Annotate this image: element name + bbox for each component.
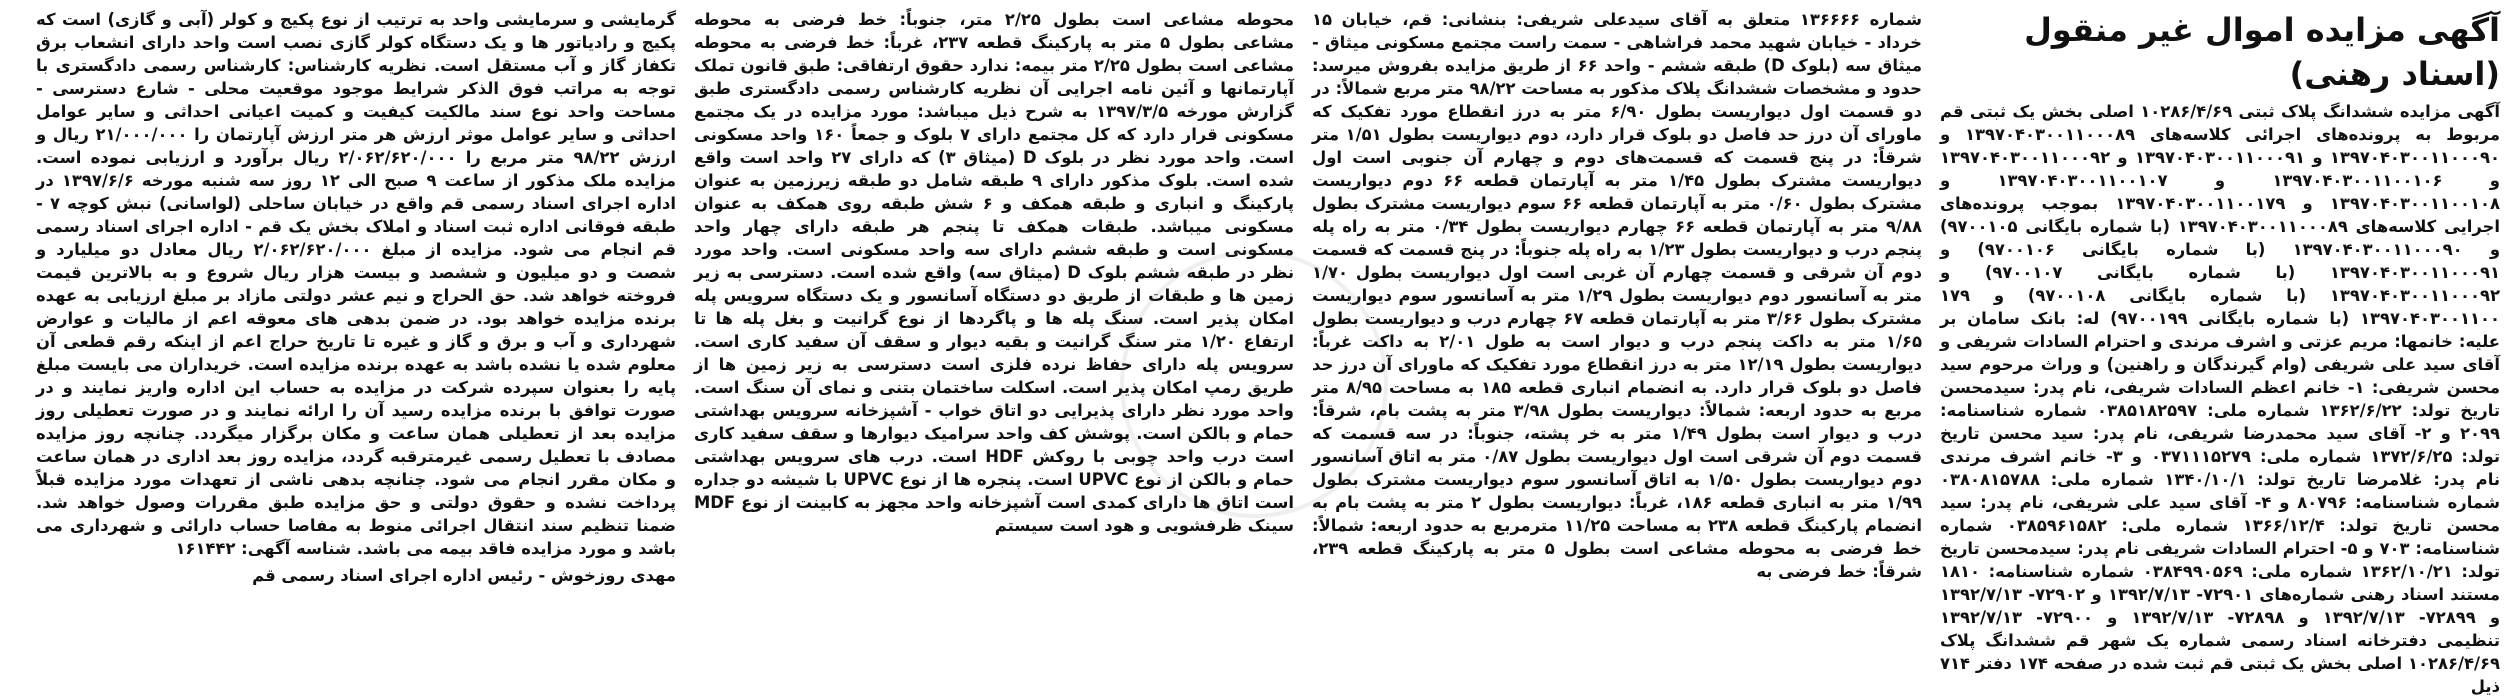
notice-title: آگهی مزایده اموال غیر منقول (اسناد رهنی)	[2024, 11, 2500, 93]
notice-column-2	[1312, 8, 1922, 680]
notice-column-3	[694, 8, 1294, 680]
notice-column-1	[1940, 8, 2501, 696]
notice-text-2: شماره ۱۳۶۶۶۶ متعلق به آقای سیدعلی شریفی: بنشانی: قم، خیابان ۱۵ خرداد - خیابان شهید محمد فراشاهی - سمت راست مجتمع مسکونی میثاق - میثاق سه (بلوک D) طبقه ششم - واحد ۶۶ از طریق مزایده بفروش میرسد: حدود و مشخصات ششدانگ پلاک مذکور به مساحت ۹۸/۲۲ متر مربع شمالاً: در دو قسمت اول دیواریست بطول ۶/۹۰ متر به درز انقطاع مورد تفکیک که ماورای آن درز حد فاصل دو بلوک قرار دارد، دوم دیواریست بطول ۱/۵۱ متر شرقاً: در پنج قسمت که قسمت‌های دوم و چهارم آن جنوبی است اول دیواریست مشترک بطول ۱/۴۵ متر به آپارتمان قطعه ۶۶ دوم دیواریست مشترک بطول ۰/۶۰ متر به آپارتمان قطعه ۶۶ سوم دیواریست مشترک بطول ۹/۸۸ متر به آپارتمان قطعه ۶۶ چهارم دیواریست بطول ۰/۳۴ متر به راه پله پنجم درب و دیواریست بطول ۱/۲۳ به راه پله جنوباً: در پنج قسمت که قسمت دوم آن شرقی و قسمت چهارم آن غربی است اول دیواریست بطول ۱/۷۰ متر به آسانسور دوم دیواریست بطول ۱/۲۹ متر به آسانسور سوم دیواریست مشترک بطول ۳/۶۶ متر به آپارتمان قطعه ۶۷ چهارم درب و دیواریست بطول ۱/۶۵ متر به داکت پنجم درب و دیوار است به طول ۲/۰۱ به داکت غرباً: دیواریست بطول ۱۲/۱۹ متر به درز انقطاع مورد تفکیک که ماورای آن درز حد فاصل دو بلوک قرار دارد. به انضمام انباری قطعه ۱۸۵ به مساحت ۸/۹۵ متر مربع به حدود اربعه: شمالاً: دیواریست بطول ۳/۹۸ متر به پشت بام، شرقاً: درب و دیوار است بطول ۱/۴۹ متر به خر پشته، جنوباً: در سه قسمت که قسمت دوم آن شرقی است اول دیواریست بطول ۰/۸۷ متر به اتاق آسانسور دوم دیواریست بطول ۱/۵۰ به اتاق آسانسور سوم دیواریست مشترک بطول ۱/۹۹ متر به انباری قطعه ۱۸۶، غرباً: دیواریست بطول ۲ متر به پشت بام به انضمام پارکینگ قطعه ۲۳۸ به مساحت ۱۱/۲۵ مترمربع به حدود اربعه: شمالاً: خط فرضی به محوطه مشاعی است بطول ۵ متر به پارکینگ قطعه ۲۳۹، شرقاً: خط فرضی به	[1312, 10, 1923, 581]
notice-text-4: گرمایشی و سرمایشی واحد به ترتیب از نوع پکیج و کولر (آبی و گازی) است که پکیج و رادیاتور ها و یک دستگاه کولر گازی نصب است واحد دارای انشعاب برق تکفاز گاز و آب مستقل است. نظریه کارشناس: کارشناس رسمی دادگستری با توجه به مراتب فوق الذکر شرایط موجود موقعیت محلی - شارع دسترسی - مساحت واحد نوع سند مالکیت کیفیت و کمیت اعیانی احداثی و سایر عوامل احداثی و سایر عوامل موثر ارزش هر متر ارزش آپارتمان را ۲۱/۰۰۰/۰۰۰ ریال و ارزش ۹۸/۲۲ متر مربع را ۲/۰۶۲/۶۲۰/۰۰۰ ریال برآورد و ارزیابی نموده است. مزایده ملک مذکور از ساعت ۹ صبح الی ۱۲ روز سه شنبه مورخه ۱۳۹۷/۶/۶ در اداره اجرای اسناد رسمی قم واقع در خیابان ساحلی (لواسانی) نبش کوچه ۷ - طبقه فوقانی اداره ثبت اسناد و املاک بخش یک قم - اداره اجرای اسناد رسمی قم انجام می شود. مزایده از مبلغ ۲/۰۶۲/۶۲۰/۰۰۰ ریال معادل دو میلیارد و شصت و دو میلیون و ششصد و بیست هزار ریال شروع و به بالاترین قیمت فروخته خواهد شد. حق الحراج و نیم عشر دولتی مازاد بر مبلغ ارزیابی به عهده برنده مزایده خواهد بود. در ضمن بدهی های معوقه اعم از مالیات و عوارض شهرداری و آب و برق و گاز و غیره تا تاریخ حراج اعم از اینکه رقم قطعی آن معلوم شده یا نشده باشد به عهده برنده مزایده است. خریداران می بایست مبلغ پایه را بعنوان سپرده شرکت در مزایده به حساب این اداره واریز نمایند و در صورت توافق با برنده مزایده رسید آن را ارائه نمایند و در صورت تعطیلی روز مزایده بعد از تعطیلی همان ساعت و مکان برگزار میگردد. چنانچه روز مزایده مصادف با تعطیل رسمی غیرمترقبه گردد، مزایده روز بعد اداری در همان ساعت و مکان مقرر انجام می شود. چنانچه بدهی ناشی از تعهدات مورد مزایده قبلاً پرداخت نشده و حقوق دولتی و حق مزایده طبق مقررات وصول خواهد شد. ضمنا تنظیم سند انتقال اجرائی منوط به مفاصا حساب دارائی و شهرداری می باشد و مورد مزایده فاقد بیمه می باشد. شناسه آگهی: ۱۶۱۴۴۲	[36, 10, 676, 558]
signature: مهدی روزخوش - رئیس اداره اجرای اسناد رسمی قم	[252, 566, 676, 585]
notice-column-4	[36, 8, 676, 680]
notice-text-3: محوطه مشاعی است بطول ۲/۲۵ متر، جنوباً: خط فرضی به محوطه مشاعی بطول ۵ متر به پارکینگ قطعه ۲۳۷، غرباً: خط فرضی به محوطه مشاعی است بطول ۲/۲۵ متر بیمه: ندارد حقوق ارتفاقی: طبق قانون تملک آپارتمانها و آئین نامه اجرایی آن نظریه کارشناس رسمی دادگستری طبق گزارش مورخه ۱۳۹۷/۳/۵ به شرح ذیل میباشد: مورد مزایده در یک مجتمع مسکونی قرار دارد که کل مجتمع دارای ۷ بلوک و جمعاً ۱۶۰ واحد مسکونی است. واحد مورد نظر در بلوک D (میثاق ۳) که دارای ۲۷ واحد است واقع شده است. بلوک مذکور دارای ۹ طبقه شامل دو طبقه زیرزمین به عنوان پارکینگ و انباری و طبقه همکف و ۶ شش طبقه روی همکف به عنوان مسکونی میباشد. طبقات همکف تا پنجم هر طبقه دارای چهار واحد مسکونی است و طبقه ششم دارای سه واحد مسکونی است. واحد مورد نظر در طبقه ششم بلوک D (میثاق سه) واقع شده است. دسترسی به زیر زمین ها و طبقات از طریق دو دستگاه آسانسور و یک دستگاه سرویس پله امکان پذیر است. سنگ پله ها و پاگردها از نوع گرانیت و بغل پله ها تا ارتفاع ۱/۲۰ متر سنگ گرانیت و بقیه دیوار و سقف آن سفید کاری است. سرویس پله دارای حفاظ نرده فلزی است دسترسی به زیر زمین ها از طریق رمپ امکان پذیر است. اسکلت ساختمان بتنی و نمای آن سنگ است. واحد مورد نظر دارای پذیرایی دو اتاق خواب - آشپزخانه سرویس بهداشتی حمام و بالکن است. پوشش کف واحد سرامیک دیوارها و سقف سفید کاری است درب واحد چوبی با روکش HDF است. درب های سرویس بهداشتی حمام و بالکن از نوع UPVC است. پنجره ها از نوع UPVC با شیشه دو جداره است اتاق ها دارای کمدی است آشپزخانه واحد مجهز به کابینت از نوع MDF سینک ظرفشویی و هود است سیستم	[694, 10, 1295, 535]
notice-text-1: آگهی مزایده ششدانگ پلاک ثبتی ۱۰۲۸۶/۴/۶۹ اصلی بخش یک ثبتی قم مربوط به پرونده‌های اجرائی کلاسه‌های ۱۳۹۷۰۴۰۳۰۰۱۱۰۰۰۸۹ و ۱۳۹۷۰۴۰۳۰۰۱۱۰۰۰۹۰ و ۱۳۹۷۰۴۰۳۰۰۱۱۰۰۰۹۱ و ۱۳۹۷۰۴۰۳۰۰۱۱۰۰۰۹۲ و ۱۳۹۷۰۴۰۳۰۰۱۱۰۰۱۰۶ و ۱۳۹۷۰۴۰۳۰۰۱۱۰۰۱۰۷ و ۱۳۹۷۰۴۰۳۰۰۱۱۰۰۱۰۸ و ۱۳۹۷۰۴۰۳۰۰۱۱۰۰۱۷۹ بموجب پرونده‌های اجرایی کلاسه‌های ۱۳۹۷۰۴۰۳۰۰۱۱۰۰۰۸۹ (با شماره بایگانی ۹۷۰۰۱۰۵) و ۱۳۹۷۰۴۰۳۰۰۱۱۰۰۰۹۰ (با شماره بایگانی ۹۷۰۰۱۰۶) و ۱۳۹۷۰۴۰۳۰۰۱۱۰۰۰۹۱ (با شماره بایگانی ۹۷۰۰۱۰۷) و ۱۳۹۷۰۴۰۳۰۰۱۱۰۰۰۹۲ (با شماره بایگانی ۹۷۰۰۱۰۸) و ۱۷۹ ۱۳۹۷۰۴۰۳۰۰۱۱۰۰ (با شماره بایگانی ۹۷۰۰۱۹۹) له: بانک سامان بر علیه: خانمها: مریم عزتی و اشرف مرندی و احترام السادات شریفی و آقای سید علی شریفی (وام گیرندگان و راهنین) و وراث مرحوم سید محسن شریفی: ۱- خانم اعظم السادات شریفی، نام پدر: سیدمحسن تاریخ تولد: ۱۳۶۲/۶/۲۲ شماره ملی: ۰۳۸۵۱۸۲۵۹۷ شماره شناسنامه: ۲۰۹۹ و ۲- آقای سید محمدرضا شریفی، نام پدر: سید محسن تاریخ تولد: ۱۳۷۲/۶/۲۵ شماره ملی: ۰۳۷۱۱۱۵۲۷۹ و ۳- خانم اشرف مرندی نام پدر: غلامرضا تاریخ تولد: ۱۳۴۰/۱۰/۱ شماره ملی: ۰۳۸۰۸۱۵۷۸۸ شماره شناسنامه: ۸۰۷۹۶ و ۴- آقای سید علی شریفی، نام پدر: سید محسن تاریخ تولد: ۱۳۶۶/۱۲/۴ شماره ملی: ۰۳۸۵۹۶۱۵۸۲ شماره شناسنامه: ۷۰۳ و ۵- احترام السادات شریفی نام پدر: سیدمحسن تاریخ تولد: ۱۳۶۲/۱۰/۲۱ شماره ملی: ۰۳۸۴۹۹۰۵۶۹ شماره شناسنامه: ۱۸۱۰ مستند اسناد رهنی شماره‌های ۷۲۹۰۱- ۱۳۹۲/۷/۱۳ و ۷۲۹۰۲- ۱۳۹۲/۷/۱۳ و ۷۲۸۹۹- ۱۳۹۲/۷/۱۳ و ۷۲۸۹۸- ۱۳۹۲/۷/۱۳ و ۷۲۹۰۰- ۱۳۹۲/۷/۱۳ تنظیمی دفترخانه اسناد رسمی شماره یک شهر قم ششدانگ پلاک ۱۰۲۸۶/۴/۶۹ اصلی بخش یک ثبتی قم ثبت شده در صفحه ۱۷۴ دفتر ۷۱۴ ذیل	[1940, 102, 2501, 696]
